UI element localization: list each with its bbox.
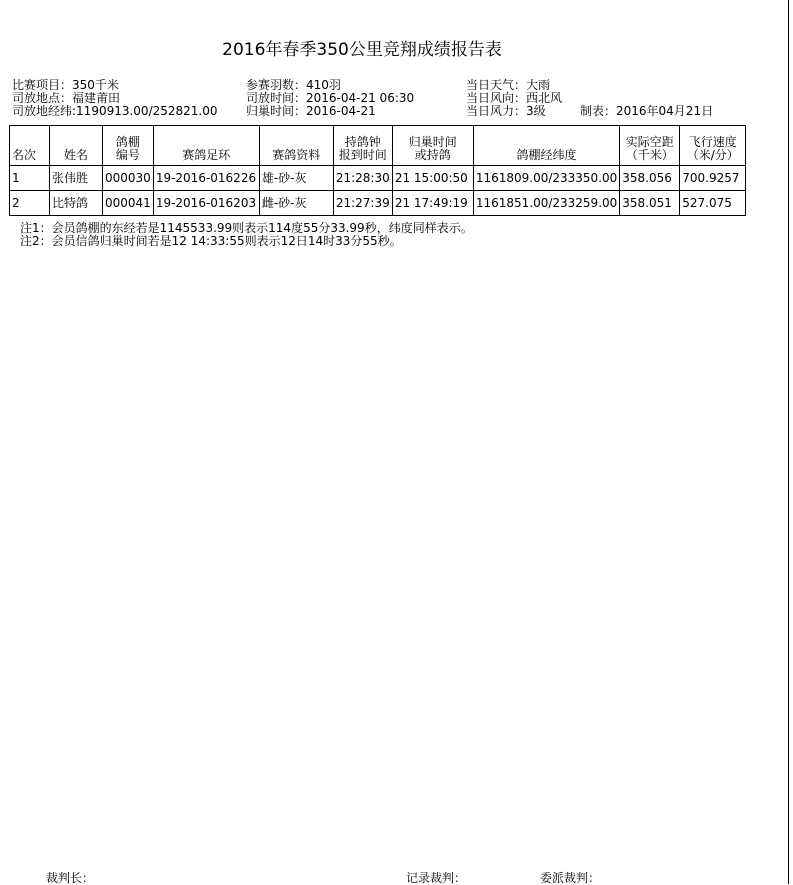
header-clock-time [333,126,392,166]
cell-name: 张伟胜 [50,166,103,191]
cell-clock-time: 21:27:39 [333,191,392,216]
cell-bird-info: 雄-砂-灰 [259,166,333,191]
weather: 当日天气：大雨 [466,78,551,92]
header-rank: 名次 [10,126,50,166]
table-row [10,166,746,191]
cell-distance: 358.051 [620,191,680,216]
cell-loft-no: 000030 [103,166,154,191]
header-speed [680,126,746,166]
chief-judge-label: 裁判长： [46,871,95,885]
header-distance-line1: 实际空距 [625,135,674,149]
record-judge-label: 记录裁判： [406,871,467,885]
header-coords: 鸽棚经纬度 [473,126,619,166]
header-loft-no-line2: 编号 [115,148,140,162]
cell-distance: 358.056 [620,166,680,191]
header-bird-info: 赛鸽资料 [259,126,333,166]
cell-bird-info: 雌-砂-灰 [259,191,333,216]
header-loft-no-line1: 鸽棚 [115,135,140,149]
report-title: 2016年春季350公里竞翔成绩报告表 [222,40,502,60]
cell-clock-time: 21:28:30 [333,166,392,191]
header-arrival [392,126,473,166]
release-time: 司放时间：2016-04-21 06:30 [246,91,415,105]
header-speed-line2: （米/分） [686,148,739,162]
cell-loft-no: 000041 [103,191,154,216]
header-arrival-line2: 或持鸽 [414,148,451,162]
entries-count: 参赛羽数：410羽 [246,78,341,92]
made-date: 制表：2016年04月21日 [580,104,714,118]
cell-speed: 700.9257 [680,166,746,191]
dispatch-judge-label: 委派裁判： [540,871,601,885]
cell-name: 比特鸽 [50,191,103,216]
cell-speed: 527.075 [680,191,746,216]
header-speed-line1: 飞行速度 [688,135,737,149]
cell-coords: 1161809.00/233350.00 [473,166,619,191]
event-item: 比赛项目：350千米 [12,78,119,92]
note-1: 注1：会员鸽棚的东经若是1145533.99则表示114度55分33.99秒，纬度同样表示。 [20,221,473,235]
release-coords: 司放地经纬:1190913.00/252821.00 [12,104,218,118]
table-row [10,191,746,216]
header-name: 姓名 [50,126,103,166]
wind-force: 当日风力：3级 [466,104,546,118]
cell-rank: 1 [10,166,50,191]
header-distance [620,126,680,166]
header-row [10,126,746,166]
cell-ring: 19-2016-016203 [153,191,259,216]
note-2: 注2：会员信鸽归巢时间若是12 14:33:55则表示12日14时33分55秒。 [20,234,402,248]
results-table [9,125,746,216]
cell-arrival: 21 17:49:19 [392,191,473,216]
cell-rank: 2 [10,191,50,216]
header-distance-line2: （千米） [625,148,674,162]
header-ring: 赛鸽足环 [153,126,259,166]
header-loft-no [103,126,154,166]
return-time: 归巢时间：2016-04-21 [246,104,376,118]
wind-direction: 当日风向：西北风 [466,91,563,105]
release-place: 司放地点：福建莆田 [12,91,121,105]
header-clock-line1: 持鸽钟 [344,135,381,149]
header-arrival-line1: 归巢时间 [408,135,457,149]
page-edge-line [788,0,789,884]
cell-coords: 1161851.00/233259.00 [473,191,619,216]
cell-ring: 19-2016-016226 [153,166,259,191]
cell-arrival: 21 15:00:50 [392,166,473,191]
header-clock-line2: 报到时间 [338,148,387,162]
